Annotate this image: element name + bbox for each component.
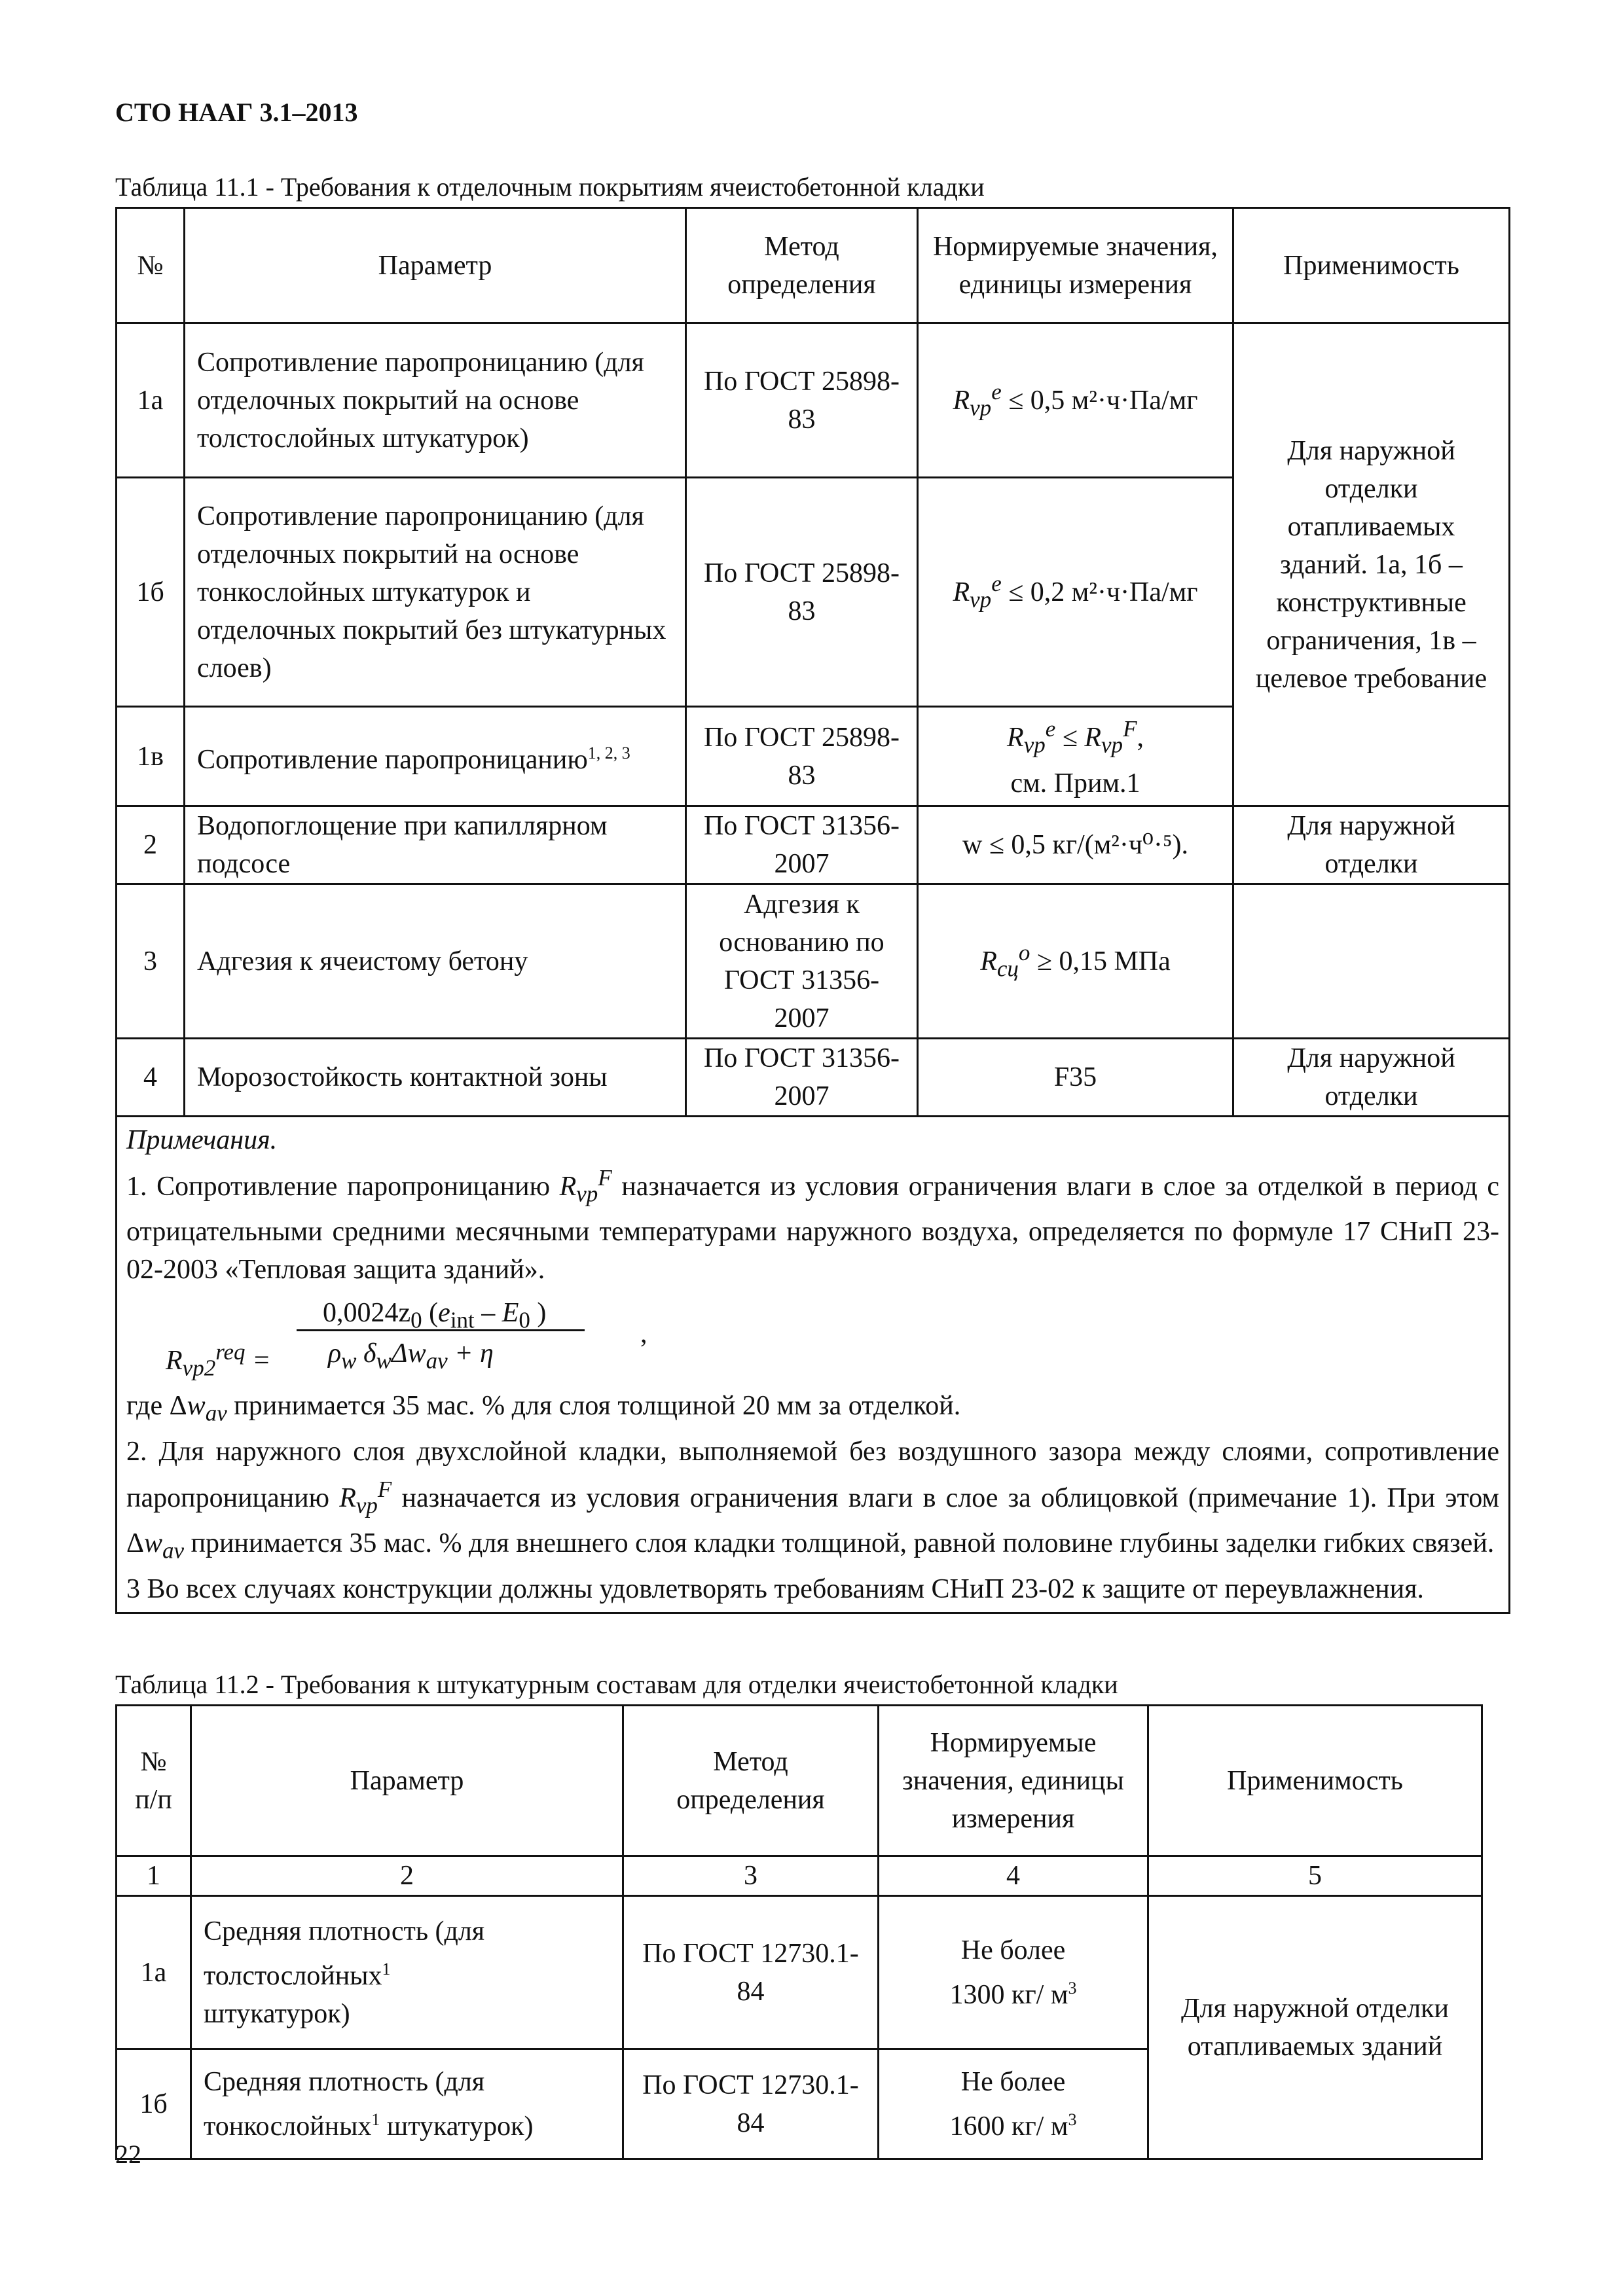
row-no: 1а: [117, 323, 185, 478]
note-1: 1. Сопротивление паропроницанию $R_{vp}^F$ назначается из условия ограничения влаги в слое за отделкой в период с отрицательными средними месячными температурами наружного воздуха, определяется по формуле 17 СНиП 23-02-2003 «Тепловая защита зданий».: [126, 1165, 1500, 1285]
table-row: [117, 806, 1510, 884]
row-param: Средняя плотность (для тонкослойных$^1$ штукатурок): [191, 2049, 623, 2159]
row-norm: Не более 1300 кг/ $м^3$: [879, 1896, 1148, 2049]
row-norm: $R_{vp}^e \le 0,5$ м²·ч·Па/мг: [918, 323, 1233, 478]
row-norm: $R_{vp}^e \le 0,2$ м²·ч·Па/мг: [918, 478, 1233, 707]
row-param: Средняя плотность (для толстослойных$^1$ штукатурок): [191, 1896, 623, 2049]
row-norm: $R_{сц}^o \ge 0,15$ МПа: [918, 884, 1233, 1039]
header-applic: Применимость: [1233, 208, 1510, 323]
table-row: [117, 323, 1510, 478]
header-method: Метод определения: [686, 208, 918, 323]
row-applic-merged: Для наружной отделки отапливаемых зданий. 1а, 1б – конструктивные ограничения, 1в – целевое требование: [1233, 323, 1510, 806]
row-param: Адгезия к ячеистому бетону: [185, 884, 686, 1039]
header-norm: Нормируемые значения, единицы измерения: [918, 208, 1233, 323]
table-11-1: [115, 207, 1510, 1614]
column-number: 1: [117, 1856, 191, 1896]
row-method: По ГОСТ 31356-2007: [686, 806, 918, 884]
table-row: [117, 884, 1510, 1039]
row-applic: Для наружной отделки: [1233, 1039, 1510, 1117]
row-param: Сопротивление паропроницанию$^{1, 2, 3}$: [185, 707, 686, 806]
column-numbers-row: [117, 1856, 1482, 1896]
header-applic: Применимость: [1148, 1706, 1482, 1856]
note-3: 3 Во всех случаях конструкции должны удовлетворять требованиям СНиП 23-02 к защите от переувлажнения.: [126, 1573, 1424, 1604]
table-11-2: [115, 1704, 1483, 2160]
row-no: 1б: [117, 478, 185, 707]
table2-header-row: [117, 1706, 1482, 1856]
row-method: По ГОСТ 25898-83: [686, 323, 918, 478]
header-no: №: [117, 208, 185, 323]
row-no: 1в: [117, 707, 185, 806]
row-no: 1а: [117, 1896, 191, 2049]
formula-explanation: где $\Delta w_{av}$ принимается 35 мас. % для слоя толщиной 20 мм за отделкой.: [126, 1391, 961, 1426]
row-applic-merged: Для наружной отделки отапливаемых зданий: [1148, 1896, 1482, 2159]
header-no: № п/п: [117, 1706, 191, 1856]
table2-caption: Таблица 11.2 - Требования к штукатурным составам для отделки ячеистобетонной кладки: [115, 1670, 1118, 1699]
row-norm: $R_{vp}^e \le R_{vp}^F$, см. Прим.1: [918, 707, 1233, 806]
row-no: 4: [117, 1039, 185, 1117]
notes-title: Примечания.: [126, 1125, 278, 1155]
row-norm: w ≤ 0,5 кг/(м²·ч⁰·⁵).: [918, 806, 1233, 884]
row-no: 3: [117, 884, 185, 1039]
row-param: Сопротивление паропроницанию (для отделочных покрытий на основе толстослойных штукатурок): [185, 323, 686, 478]
column-number: 3: [623, 1856, 879, 1896]
notes-row: [117, 1117, 1510, 1613]
row-method: По ГОСТ 31356-2007: [686, 1039, 918, 1117]
notes-cell: [117, 1117, 1510, 1613]
header-param: Параметр: [185, 208, 686, 323]
table-row: [117, 1039, 1510, 1117]
row-no: 1б: [117, 2049, 191, 2159]
row-param: Водопоглощение при капиллярном подсосе: [185, 806, 686, 884]
row-method: По ГОСТ 25898-83: [686, 478, 918, 707]
note-2: 2. Для наружного слоя двухслойной кладки, выполняемой без воздушного зазора между слоями, сопротивление паропроницанию $R_{vp}^F$ назначается из условия ограничения влаги в слое за облицовкой (примечание 1). При этом $\Delta w_{av}$ принимается 35 мас. % для внешнего слоя кладки толщиной, равной половине глубины заделки гибких связей.: [126, 1436, 1500, 1564]
row-applic: [1233, 884, 1510, 1039]
table1-caption: Таблица 11.1 - Требования к отделочным покрытиям ячеистобетонной кладки: [115, 172, 985, 202]
vapor-formula: $R_{vp2}^{req}$ = $0,0024z_0$ ($e_{int} - E_0$ ) $\rho_w$ $\delta_w\Delta w_{av} + \eta$ ,: [166, 1298, 647, 1381]
table-row: [117, 1896, 1482, 2049]
row-method: По ГОСТ 25898-83: [686, 707, 918, 806]
row-method: По ГОСТ 12730.1-84: [623, 2049, 879, 2159]
column-number: 2: [191, 1856, 623, 1896]
row-method: Адгезия к основанию по ГОСТ 31356-2007: [686, 884, 918, 1039]
column-number: 5: [1148, 1856, 1482, 1896]
page-number: 22: [115, 2140, 141, 2169]
row-param: Сопротивление паропроницанию (для отделочных покрытий на основе тонкослойных штукатурок и отделочных покрытий без штукатурных слоев): [185, 478, 686, 707]
row-param: Морозостойкость контактной зоны: [185, 1039, 686, 1117]
document-code: СТО НААГ 3.1–2013: [115, 98, 358, 127]
header-param: Параметр: [191, 1706, 623, 1856]
row-no: 2: [117, 806, 185, 884]
row-method: По ГОСТ 12730.1-84: [623, 1896, 879, 2049]
header-method: Метод определения: [623, 1706, 879, 1856]
column-number: 4: [879, 1856, 1148, 1896]
table1-header-row: [117, 208, 1510, 323]
row-applic: Для наружной отделки: [1233, 806, 1510, 884]
header-norm: Нормируемые значения, единицы измерения: [879, 1706, 1148, 1856]
row-norm: F35: [918, 1039, 1233, 1117]
row-norm: Не более 1600 кг/ $м^3$: [879, 2049, 1148, 2159]
